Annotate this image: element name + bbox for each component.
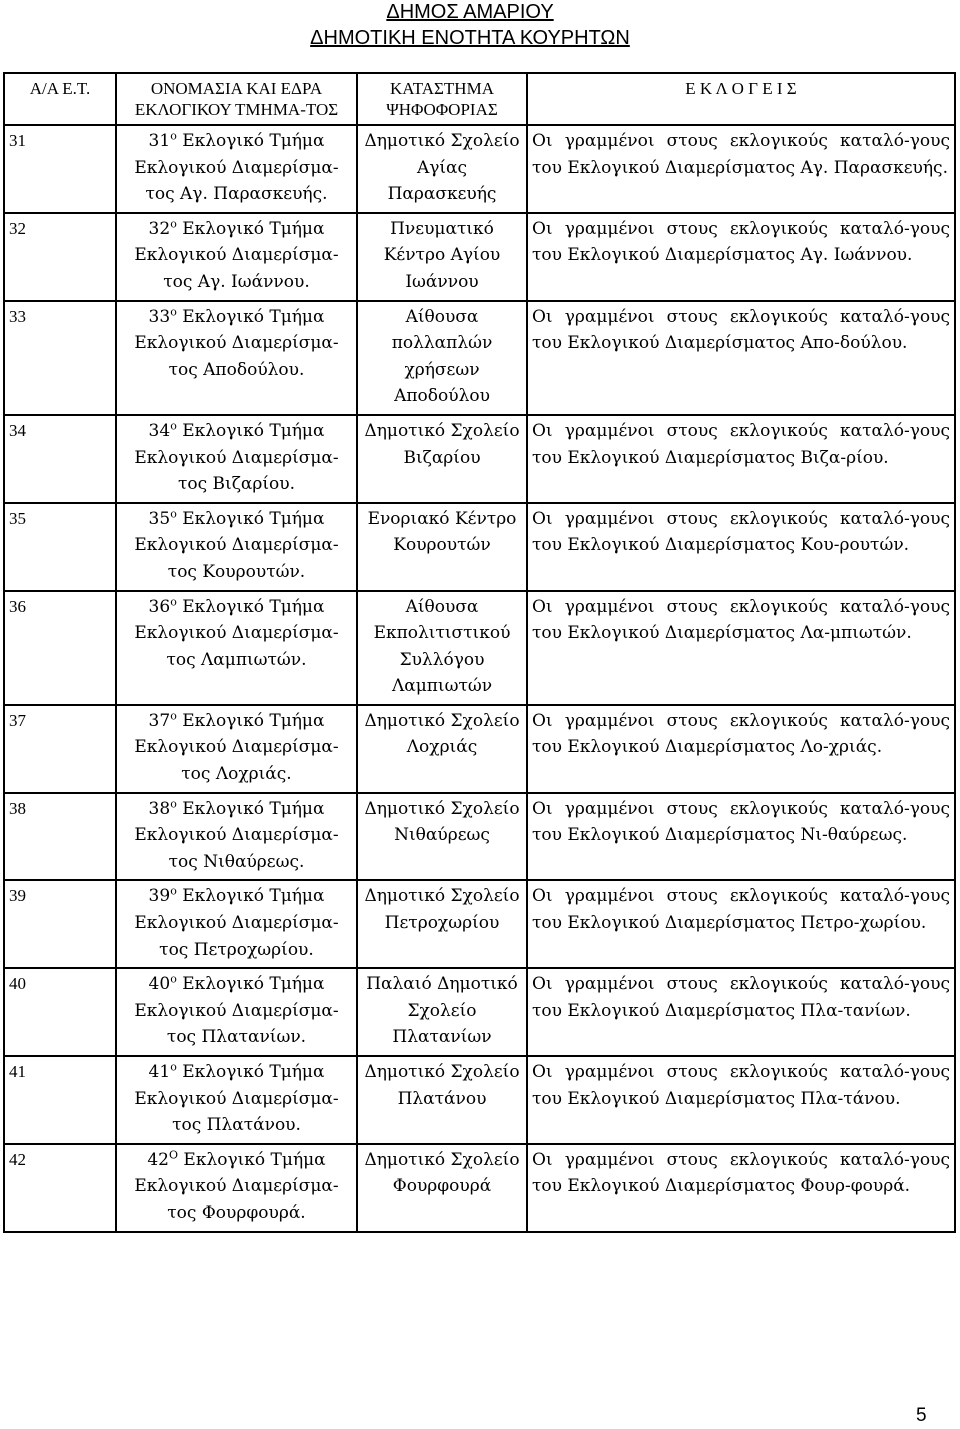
section-name <box>116 880 357 968</box>
section-name <box>116 1144 357 1232</box>
polling-station: Δημοτικό Σχολείο Βιζαρίου <box>357 415 527 503</box>
row-number: 32 <box>4 213 116 301</box>
section-name <box>116 415 357 503</box>
ordinal-suffix: ο <box>170 594 177 608</box>
voters-description: Οι γραμμένοι στους εκλογικούς καταλό-γους του Εκλογικού Διαμερίσματος Κου-ρουτών. <box>527 503 955 591</box>
row-number: 42 <box>4 1144 116 1232</box>
polling-stations-table <box>3 72 956 1233</box>
polling-station: Δημοτικό Σχολείο Αγίας Παρασκευής <box>357 125 527 213</box>
ordinal-suffix: ο <box>170 797 177 810</box>
section-name <box>116 705 357 793</box>
table-header-row <box>4 73 955 125</box>
table-row <box>4 591 955 705</box>
section-ordinal: 34 <box>148 420 171 441</box>
ordinal-suffix: ο <box>170 1060 177 1074</box>
voters-description: Οι γραμμένοι στους εκλογικούς καταλό-γους του Εκλογικού Διαμερίσματος Νι-θαύρεως. <box>527 793 955 881</box>
section-name-text: Εκλογικό Τμήμα Εκλογικού Διαμερίσμα-τος Φουρφουρά. <box>134 1149 339 1223</box>
ordinal-suffix: ο <box>170 884 177 898</box>
section-name-text: Εκλογικό Τμήμα Εκλογικού Διαμερίσμα-τος Κουρουτών. <box>134 508 339 582</box>
voters-description: Οι γραμμένοι στους εκλογικούς καταλό-γους του Εκλογικού Διαμερίσματος Πλα-τάνου. <box>527 1056 955 1144</box>
section-name-text: Εκλογικό Τμήμα Εκλογικού Διαμερίσμα-τος Νιθαύρεως. <box>134 798 339 872</box>
table-row <box>4 125 955 213</box>
section-ordinal: 37 <box>148 710 171 731</box>
voters-description: Οι γραμμένοι στους εκλογικούς καταλό-γους του Εκλογικού Διαμερίσματος Λα-μπιωτών. <box>527 591 955 705</box>
section-name <box>116 591 357 705</box>
section-ordinal: 40 <box>148 974 171 995</box>
table-row <box>4 415 955 503</box>
ordinal-suffix: ο <box>170 709 177 723</box>
section-ordinal: 33 <box>148 306 171 327</box>
section-ordinal: 38 <box>148 798 171 819</box>
polling-station: Ενοριακό Κέντρο Κουρουτών <box>357 503 527 591</box>
table-row <box>4 503 955 591</box>
row-number: 39 <box>4 880 116 968</box>
section-name-text: Εκλογικό Τμήμα Εκλογικού Διαμερίσμα-τος Πλατανίων. <box>134 974 339 1048</box>
polling-station: Πνευματικό Κέντρο Αγίου Ιωάννου <box>357 213 527 301</box>
section-name-text: Εκλογικό Τμήμα Εκλογικού Διαμερίσμα-τος Λαμπιωτών. <box>134 596 339 670</box>
polling-station: Δημοτικό Σχολείο Πετροχωρίου <box>357 880 527 968</box>
row-number: 36 <box>4 591 116 705</box>
row-number: 35 <box>4 503 116 591</box>
section-name-text: Εκλογικό Τμήμα Εκλογικού Διαμερίσμα-τος Πλατάνου. <box>134 1062 339 1136</box>
section-name <box>116 1056 357 1144</box>
document-header <box>0 0 940 50</box>
polling-station: Αίθουσα πολλαπλών χρήσεων Αποδούλου <box>357 301 527 415</box>
row-number: 38 <box>4 793 116 881</box>
section-name-text: Εκλογικό Τμήμα Εκλογικού Διαμερίσμα-τος Λοχριάς. <box>134 710 339 785</box>
table-row <box>4 1056 955 1144</box>
section-name <box>116 301 357 415</box>
section-ordinal: 39 <box>148 886 171 907</box>
section-ordinal: 42 <box>147 1149 169 1170</box>
section-ordinal: 36 <box>148 596 171 617</box>
municipal-unit-title: ΔΗΜΟΤΙΚΗ ΕΝΟΤΗΤΑ ΚΟΥΡΗΤΩΝ <box>310 27 630 49</box>
section-name <box>116 213 357 301</box>
table-row <box>4 213 955 301</box>
polling-station: Δημοτικό Σχολείο Λοχριάς <box>357 705 527 793</box>
voters-description: Οι γραμμένοι στους εκλογικούς καταλό-γους του Εκλογικού Διαμερίσματος Απο-δούλου. <box>527 301 955 415</box>
header-name: ΟΝΟΜΑΣΙΑ ΚΑΙ ΕΔΡΑ ΕΚΛΟΓΙΚΟΥ ΤΜΗΜΑ-ΤΟΣ <box>116 73 357 125</box>
voters-description: Οι γραμμένοι στους εκλογικούς καταλό-γους του Εκλογικού Διαμερίσματος Φουρ-φουρά. <box>527 1144 955 1232</box>
row-number: 41 <box>4 1056 116 1144</box>
header-voters: Ε Κ Λ Ο Γ Ε Ι Σ <box>527 73 955 125</box>
section-name <box>116 503 357 591</box>
section-ordinal: 31 <box>148 131 171 151</box>
table-row <box>4 793 955 881</box>
table-row <box>4 301 955 415</box>
table-row <box>4 968 955 1056</box>
polling-station: Δημοτικό Σχολείο Πλατάνου <box>357 1056 527 1144</box>
ordinal-suffix: ο <box>170 507 177 521</box>
header-station: ΚΑΤΑΣΤΗΜΑ ΨΗΦΟΦΟΡΙΑΣ <box>357 73 527 125</box>
row-number: 34 <box>4 415 116 503</box>
page-number: 5 <box>916 1405 927 1426</box>
ordinal-suffix: ο <box>170 129 177 143</box>
section-name <box>116 125 357 213</box>
ordinal-suffix: ο <box>170 419 177 433</box>
table-row <box>4 880 955 968</box>
section-name-text: Εκλογικό Τμήμα Εκλογικού Διαμερίσμα-τος Βιζαρίου. <box>134 420 339 495</box>
municipality-title: ΔΗΜΟΣ ΑΜΑΡΙΟΥ <box>386 1 554 23</box>
section-name-text: Εκλογικό Τμήμα Εκλογικού Διαμερίσμα-τος Αγ. Ιωάννου. <box>134 218 339 292</box>
polling-station: Δημοτικό Σχολείο Φουρφουρά <box>357 1144 527 1232</box>
voters-description: Οι γραμμένοι στους εκλογικούς καταλό-γους του Εκλογικού Διαμερίσματος Πετρο-χωρίου. <box>527 880 955 968</box>
voters-description: Οι γραμμένοι στους εκλογικούς καταλό-γους του Εκλογικού Διαμερίσματος Πλα-τανίων. <box>527 968 955 1056</box>
section-ordinal: 35 <box>148 508 171 529</box>
polling-station: Δημοτικό Σχολείο Νιθαύρεως <box>357 793 527 881</box>
section-name <box>116 968 357 1056</box>
section-name-text: Εκλογικό Τμήμα Εκλογικού Διαμερίσμα-τος Αποδούλου. <box>134 306 339 380</box>
table-row <box>4 1144 955 1232</box>
voters-description: Οι γραμμένοι στους εκλογικούς καταλό-γους του Εκλογικού Διαμερίσματος Αγ. Παρασκευής. <box>527 125 955 213</box>
table-row <box>4 705 955 793</box>
header-num: Α/Α Ε.Τ. <box>4 73 116 125</box>
polling-station: Παλαιό Δημοτικό Σχολείο Πλατανίων <box>357 968 527 1056</box>
row-number: 40 <box>4 968 116 1056</box>
ordinal-suffix: ο <box>170 217 177 231</box>
section-name-text: Εκλογικό Τμήμα Εκλογικού Διαμερίσμα-τος Πετροχωρίου. <box>134 886 339 960</box>
row-number: 37 <box>4 705 116 793</box>
section-name <box>116 793 357 881</box>
section-ordinal: 41 <box>148 1062 171 1082</box>
ordinal-suffix: ο <box>170 972 177 986</box>
voters-description: Οι γραμμένοι στους εκλογικούς καταλό-γους του Εκλογικού Διαμερίσματος Λο-χριάς. <box>527 705 955 793</box>
voters-description: Οι γραμμένοι στους εκλογικούς καταλό-γους του Εκλογικού Διαμερίσματος Βιζα-ρίου. <box>527 415 955 503</box>
ordinal-suffix: ο <box>170 304 177 318</box>
ordinal-suffix: Ο <box>168 1148 179 1162</box>
section-ordinal: 32 <box>148 218 171 239</box>
row-number: 31 <box>4 125 116 213</box>
voters-description: Οι γραμμένοι στους εκλογικούς καταλό-γους του Εκλογικού Διαμερίσματος Αγ. Ιωάννου. <box>527 213 955 301</box>
polling-station: Αίθουσα Εκπολιτιστικού Συλλόγου Λαμπιωτών <box>357 591 527 705</box>
section-name-text: Εκλογικό Τμήμα Εκλογικού Διαμερίσμα-τος Αγ. Παρασκευής. <box>134 131 339 205</box>
row-number: 33 <box>4 301 116 415</box>
